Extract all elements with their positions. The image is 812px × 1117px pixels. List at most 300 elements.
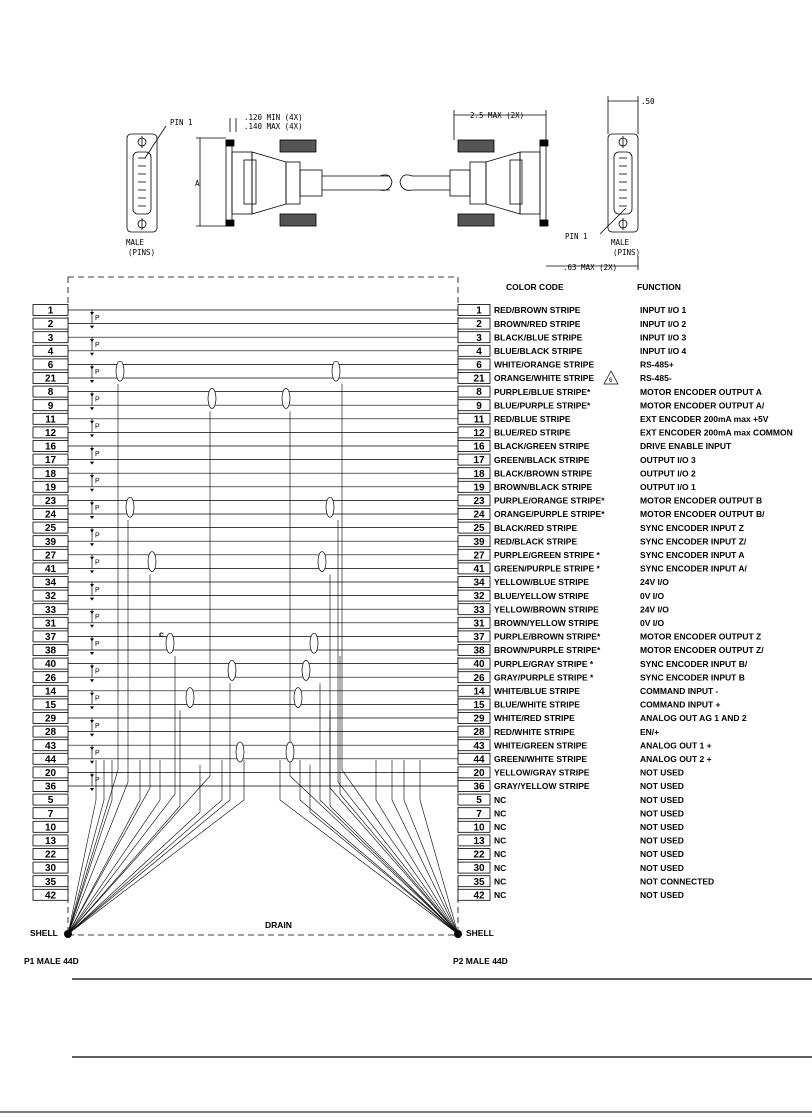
left-pin-number: 35 <box>44 876 57 888</box>
function-label: NOT USED <box>640 781 684 792</box>
right-pin-number: 7 <box>476 808 482 820</box>
twisted-pair-marker <box>90 310 100 329</box>
color-code: RED/BLUE STRIPE <box>494 414 571 424</box>
pin-row <box>33 781 684 793</box>
p2-label: P2 MALE 44D <box>453 956 508 966</box>
shield-oval <box>326 497 334 517</box>
left-pin-number: 16 <box>44 441 57 453</box>
function-label: INPUT I/O 3 <box>640 332 687 343</box>
right-pin-number: 40 <box>473 659 485 671</box>
color-code: NC <box>494 862 507 873</box>
color-code: NC <box>494 808 507 819</box>
right-pin-number: 20 <box>473 768 485 779</box>
color-code: RED/WHITE STRIPE <box>494 726 575 737</box>
color-code: RED/BLACK STRIPE <box>494 536 578 547</box>
function-label: NOT USED <box>640 835 684 846</box>
left-pin-number: 38 <box>44 645 57 657</box>
ground-point-right <box>454 930 462 938</box>
color-code: WHITE/BLUE STRIPE <box>494 686 580 696</box>
pin-row <box>33 441 732 453</box>
function-label: NOT USED <box>640 862 684 873</box>
dim-max: .140 MAX (4X) <box>244 122 303 131</box>
function-label: 24V I/O <box>640 577 669 588</box>
twist-letter: P <box>95 722 100 730</box>
right-pin-number: 39 <box>473 536 485 548</box>
twisted-pair-marker <box>90 419 100 438</box>
color-code: BLUE/RED STRIPE <box>494 427 571 438</box>
shield-oval <box>294 688 302 708</box>
shield-oval <box>302 660 310 680</box>
shield-oval <box>286 742 294 762</box>
function-label: INPUT I/O 2 <box>640 318 687 329</box>
right-pin-number: 36 <box>473 781 485 793</box>
right-pin-number: 25 <box>473 523 485 535</box>
pin-row <box>33 645 764 657</box>
right-pin-number: 24 <box>473 509 485 521</box>
right-pin-box <box>458 400 490 411</box>
shield-drain-wire <box>68 384 118 934</box>
function-label: INPUT I/O 1 <box>640 305 687 316</box>
left-pin-number: 42 <box>44 890 57 902</box>
twisted-pair-marker <box>90 664 100 683</box>
stray-mark: c <box>159 629 164 639</box>
color-code: PURPLE/BROWN STRIPE* <box>494 631 601 642</box>
left-pin-number: 33 <box>44 604 57 616</box>
left-connector-face <box>127 126 166 232</box>
shield-drain-wire <box>320 683 458 934</box>
function-label: MOTOR ENCODER OUTPUT B/ <box>640 509 765 520</box>
twist-letter: P <box>95 750 100 757</box>
left-pin-number: 30 <box>44 863 57 875</box>
function-label: EN/+ <box>640 726 660 737</box>
right-pin-number: 35 <box>473 876 485 888</box>
shield-oval <box>228 660 236 680</box>
right-pin-number: 11 <box>473 414 485 426</box>
color-code: NC <box>494 849 507 860</box>
right-pin-number: 3 <box>476 332 482 344</box>
color-code: PURPLE/GREEN STRIPE * <box>494 550 600 560</box>
right-pin-number: 31 <box>473 618 485 630</box>
twisted-pair-marker <box>90 691 100 710</box>
pin-row <box>33 413 769 425</box>
right-pin-number: 26 <box>473 672 485 684</box>
twist-letter: P <box>95 559 100 567</box>
right-pin-number: 9 <box>476 400 482 412</box>
right-pin-number: 42 <box>473 890 485 902</box>
right-pin-number: 5 <box>476 795 482 807</box>
right-pin-number: 21 <box>473 373 485 385</box>
left-pin-number: 43 <box>44 740 57 752</box>
right-pin-number: 13 <box>473 836 485 847</box>
twisted-pair-marker <box>90 636 100 655</box>
right-pin-number: 43 <box>473 740 485 752</box>
twisted-pair-marker <box>90 446 100 465</box>
function-label: SYNC ENCODER INPUT A/ <box>640 563 747 574</box>
twisted-pair-marker <box>90 772 100 791</box>
right-pin-number: 28 <box>473 727 485 739</box>
shield-drain-wire <box>340 656 458 934</box>
right-pin-number: 44 <box>473 754 485 766</box>
function-label: NOT USED <box>640 767 684 778</box>
pin-row <box>33 468 696 480</box>
left-pin-number: 32 <box>44 591 57 603</box>
function-label: 0V I/O <box>640 590 665 601</box>
function-label: NOT USED <box>640 849 684 860</box>
pin-row <box>33 427 793 439</box>
right-pin-box <box>458 345 490 356</box>
right-connector-side <box>450 140 548 226</box>
function-label: 24V I/O <box>640 604 669 615</box>
shield-oval <box>126 497 134 517</box>
cable-drawing <box>126 96 655 272</box>
left-pin-number: 31 <box>44 618 57 630</box>
color-code: ORANGE/WHITE STRIPE <box>494 373 595 384</box>
shield-oval <box>236 742 244 762</box>
twist-letter: P <box>95 614 100 621</box>
twist-letter: P <box>95 532 100 540</box>
pin-row <box>33 481 696 493</box>
right-pin-number: 29 <box>473 713 485 725</box>
dim-50: .50 <box>641 97 655 106</box>
function-label: OUTPUT I/O 3 <box>640 454 696 465</box>
dim-length: 2.5 MAX (2X) <box>470 111 525 120</box>
left-pin-number: 4 <box>47 346 54 358</box>
left-pin-number: 28 <box>44 727 57 739</box>
twist-letter: P <box>95 668 100 676</box>
pin-row <box>33 713 747 725</box>
shell-label-left: SHELL <box>30 928 58 938</box>
right-pin-number: 10 <box>473 822 485 834</box>
function-label: NOT USED <box>640 890 684 900</box>
left-pin-number: 18 <box>44 468 57 480</box>
shield-oval <box>318 552 326 572</box>
right-pin-number: 14 <box>473 686 485 698</box>
left-pin-number: 11 <box>45 414 56 426</box>
function-header: FUNCTION <box>637 282 681 292</box>
right-pin-number: 16 <box>473 441 485 453</box>
pin-row <box>33 495 762 507</box>
twist-letter: P <box>95 777 100 785</box>
right-pin-box <box>458 332 490 343</box>
note-number: 6 <box>609 378 613 384</box>
function-label: EXT ENCODER 200mA max +5V <box>640 414 769 424</box>
twist-letter: P <box>95 586 100 594</box>
pin-row <box>33 373 672 385</box>
shield-oval <box>166 633 174 653</box>
left-pin-number: 41 <box>44 564 57 575</box>
function-label: SYNC ENCODER INPUT Z/ <box>640 536 747 547</box>
shield-drain-wires <box>68 384 458 934</box>
right-pin-number: 1 <box>476 305 482 317</box>
left-pin-number: 39 <box>44 536 57 548</box>
left-pin-number: 40 <box>44 659 57 671</box>
function-label: COMMAND INPUT + <box>640 699 721 710</box>
pin-row <box>33 740 712 752</box>
color-code: YELLOW/GRAY STRIPE <box>494 767 590 778</box>
right-pin-box <box>458 305 490 316</box>
left-pin-number: 20 <box>44 768 57 779</box>
twist-letter: P <box>95 505 100 513</box>
color-code: RED/BROWN STRIPE <box>494 305 581 316</box>
function-label: EXT ENCODER 200mA max COMMON <box>640 427 793 438</box>
pin1-label-left: PIN 1 <box>170 118 193 127</box>
pin-row <box>33 876 714 888</box>
twisted-pair-marker <box>90 364 100 383</box>
function-label: NOT USED <box>640 794 684 805</box>
p1-label: P1 MALE 44D <box>24 956 79 966</box>
left-pin-number: 14 <box>44 686 57 698</box>
twist-letter: P <box>95 695 100 703</box>
color-code: BROWN/BLACK STRIPE <box>494 482 593 492</box>
function-label: NOT USED <box>640 822 684 832</box>
twist-letter: P <box>95 396 100 404</box>
color-code: BLACK/GREEN STRIPE <box>494 441 590 452</box>
pin-row <box>33 821 684 833</box>
function-label: OUTPUT I/O 2 <box>640 468 696 479</box>
right-pin-box <box>458 318 490 329</box>
pin-row <box>33 549 745 561</box>
function-label: OUTPUT I/O 1 <box>640 482 696 492</box>
pin-row <box>33 522 744 534</box>
function-label: MOTOR ENCODER OUTPUT A/ <box>640 400 765 411</box>
pin-row <box>33 685 719 697</box>
color-code: BLUE/BLACK STRIPE <box>494 346 583 356</box>
left-pin-number: 25 <box>44 523 57 535</box>
right-pin-box <box>458 794 490 805</box>
pin-row <box>33 658 748 670</box>
shield-oval <box>116 361 124 381</box>
right-pin-number: 6 <box>476 360 482 371</box>
twisted-pair-marker <box>90 337 100 356</box>
left-pin-number: 26 <box>44 672 57 684</box>
color-code: PURPLE/GRAY STRIPE * <box>494 658 594 669</box>
pin-row <box>33 699 721 711</box>
left-pin-number: 12 <box>44 428 57 439</box>
color-code: YELLOW/BLUE STRIPE <box>494 577 589 588</box>
twisted-pair-marker <box>90 473 100 492</box>
right-pin-number: 37 <box>473 632 485 643</box>
pin-row <box>33 454 696 466</box>
color-code: NC <box>494 890 507 900</box>
left-pin-number: 2 <box>47 319 54 331</box>
twist-letter: P <box>95 369 100 377</box>
right-pin-number: 15 <box>473 700 485 711</box>
right-pin-number: 19 <box>473 482 485 494</box>
color-code: ORANGE/PURPLE STRIPE* <box>494 509 605 520</box>
twisted-pair-marker <box>90 500 100 519</box>
left-pin-number: 13 <box>44 836 57 847</box>
color-code: GREEN/BLACK STRIPE <box>494 454 590 465</box>
shield-outline <box>68 277 458 935</box>
left-pin-number: 34 <box>44 577 57 589</box>
function-label: SYNC ENCODER INPUT A <box>640 550 745 560</box>
twisted-pair-marker <box>90 745 100 764</box>
pin-row <box>33 563 748 575</box>
right-pin-number: 27 <box>473 550 485 562</box>
shield-oval <box>148 552 156 572</box>
color-code: NC <box>494 876 507 887</box>
pin-row <box>33 726 659 738</box>
function-label: SYNC ENCODER INPUT B/ <box>640 658 748 669</box>
pin-row <box>33 536 747 548</box>
function-label: DRIVE ENABLE INPUT <box>640 441 732 452</box>
pin-rows <box>33 305 793 902</box>
left-pin-number: 37 <box>44 632 57 643</box>
left-pin-number: 10 <box>44 822 57 834</box>
pins-label-right: (PINS) <box>613 248 641 257</box>
left-pin-number: 7 <box>47 808 54 820</box>
function-label: ANALOG OUT 1 + <box>640 740 712 751</box>
color-code: WHITE/GREEN STRIPE <box>494 740 588 751</box>
function-label: RS-485+ <box>640 359 674 370</box>
right-pin-number: 12 <box>473 428 485 439</box>
dim-63: .63 MAX (2X) <box>563 263 618 272</box>
color-code: GRAY/YELLOW STRIPE <box>494 781 590 792</box>
shield-ovals <box>116 361 340 762</box>
pin-row <box>33 305 687 317</box>
pin-row <box>33 889 684 901</box>
left-pin-number: 24 <box>44 509 57 521</box>
right-connector-face <box>600 134 638 234</box>
right-pin-number: 38 <box>473 645 485 657</box>
left-connector-side <box>226 140 322 226</box>
left-pin-number: 21 <box>44 373 57 385</box>
right-pin-number: 2 <box>476 319 482 331</box>
shield-oval <box>208 388 216 408</box>
color-code: PURPLE/BLUE STRIPE* <box>494 386 591 397</box>
twisted-pair-marker <box>90 582 100 601</box>
shield-drain-wire <box>330 710 458 934</box>
pin-row <box>33 509 765 521</box>
right-pin-number: 34 <box>473 577 485 589</box>
drain-label: DRAIN <box>265 920 292 930</box>
color-code: NC <box>494 794 507 805</box>
right-pin-box <box>458 359 490 370</box>
left-pin-number: 15 <box>44 700 57 711</box>
twist-letter: P <box>95 423 100 431</box>
twist-markers <box>90 310 100 791</box>
pin-row <box>33 332 687 344</box>
pin-row <box>33 767 684 779</box>
left-pin-number: 36 <box>44 781 57 793</box>
pin-row <box>33 753 712 765</box>
color-code: BROWN/YELLOW STRIPE <box>494 618 599 628</box>
right-pin-number: 8 <box>476 387 482 399</box>
right-pin-number: 4 <box>476 346 482 358</box>
left-pin-number: 19 <box>44 482 57 494</box>
left-pin-number: 6 <box>47 360 54 371</box>
twisted-pair-marker <box>90 528 100 547</box>
shield-oval <box>282 388 290 408</box>
pin-row <box>33 345 687 357</box>
right-pin-number: 17 <box>473 455 485 467</box>
left-pin-number: 27 <box>44 550 57 562</box>
right-pin-box <box>458 386 490 397</box>
function-label: RS-485- <box>640 373 672 384</box>
ground-point-left <box>64 930 72 938</box>
function-label: COMMAND INPUT - <box>640 686 719 696</box>
twisted-pair-marker <box>90 718 100 737</box>
pin-row <box>33 631 761 643</box>
color-code: BLACK/BLUE STRIPE <box>494 332 583 343</box>
right-pin-number: 41 <box>473 564 485 575</box>
function-label: NOT USED <box>640 808 684 819</box>
male-label-left: MALE <box>126 238 145 247</box>
pin-row <box>33 604 669 616</box>
right-pin-number: 32 <box>473 591 485 603</box>
color-code: WHITE/RED STRIPE <box>494 713 575 724</box>
pin1-label-right: PIN 1 <box>565 232 588 241</box>
function-label: SYNC ENCODER INPUT Z <box>640 522 744 533</box>
color-code: BROWN/PURPLE STRIPE* <box>494 645 601 656</box>
dim-min: .120 MIN (4X) <box>244 113 303 122</box>
color-code: YELLOW/BROWN STRIPE <box>494 604 599 615</box>
shield-oval <box>310 633 318 653</box>
left-pin-number: 9 <box>47 400 54 412</box>
right-pin-number: 23 <box>473 496 485 507</box>
shield-oval <box>332 361 340 381</box>
color-code: BLACK/BROWN STRIPE <box>494 468 593 479</box>
function-label: MOTOR ENCODER OUTPUT Z/ <box>640 645 764 656</box>
pin-row <box>33 386 762 398</box>
function-label: INPUT I/O 4 <box>640 346 687 356</box>
pin-row <box>33 794 684 806</box>
right-pin-number: 30 <box>473 863 485 875</box>
color-code: BLUE/YELLOW STRIPE <box>494 590 589 601</box>
pin-row <box>33 672 745 684</box>
color-code: BLUE/PURPLE STRIPE* <box>494 400 591 411</box>
right-pin-number: 33 <box>473 604 485 616</box>
shield-drain-wire <box>68 710 180 934</box>
color-code-header: COLOR CODE <box>506 282 564 292</box>
twisted-pair-marker <box>90 392 100 411</box>
color-code: NC <box>494 822 507 832</box>
pin-row <box>33 835 684 847</box>
left-pin-number: 5 <box>47 795 54 807</box>
pin-row <box>33 318 687 330</box>
twist-letter: P <box>95 342 100 349</box>
function-label: MOTOR ENCODER OUTPUT B <box>640 495 763 506</box>
shield-drain-wire <box>342 384 458 934</box>
twist-letter: P <box>95 314 100 322</box>
pin-row <box>33 400 765 412</box>
left-pin-number: 29 <box>44 713 57 725</box>
function-label: MOTOR ENCODER OUTPUT A <box>640 386 762 397</box>
twist-letter: P <box>95 478 100 485</box>
shield-oval <box>186 688 194 708</box>
shield-drain-wire <box>68 656 175 934</box>
twisted-pair-marker <box>90 609 100 628</box>
left-pin-number: 8 <box>47 387 54 399</box>
pin-row <box>33 577 669 589</box>
color-code: WHITE/ORANGE STRIPE <box>494 359 595 370</box>
color-code: PURPLE/ORANGE STRIPE* <box>494 495 605 506</box>
function-label: SYNC ENCODER INPUT B <box>640 672 745 683</box>
pin-row <box>33 359 674 371</box>
color-code: BLACK/RED STRIPE <box>494 522 578 533</box>
right-pin-number: 22 <box>473 849 485 861</box>
left-pin-number: 23 <box>44 496 57 507</box>
dim-a: A <box>195 179 200 188</box>
shield-drain-wire <box>290 411 458 934</box>
function-label: MOTOR ENCODER OUTPUT Z <box>640 631 762 642</box>
function-label: 0V I/O <box>640 618 665 628</box>
function-label: ANALOG OUT 2 + <box>640 754 712 764</box>
right-pin-box <box>458 808 490 819</box>
shell-label-right: SHELL <box>466 928 494 938</box>
left-pin-number: 17 <box>44 455 57 467</box>
male-label-right: MALE <box>611 238 630 247</box>
